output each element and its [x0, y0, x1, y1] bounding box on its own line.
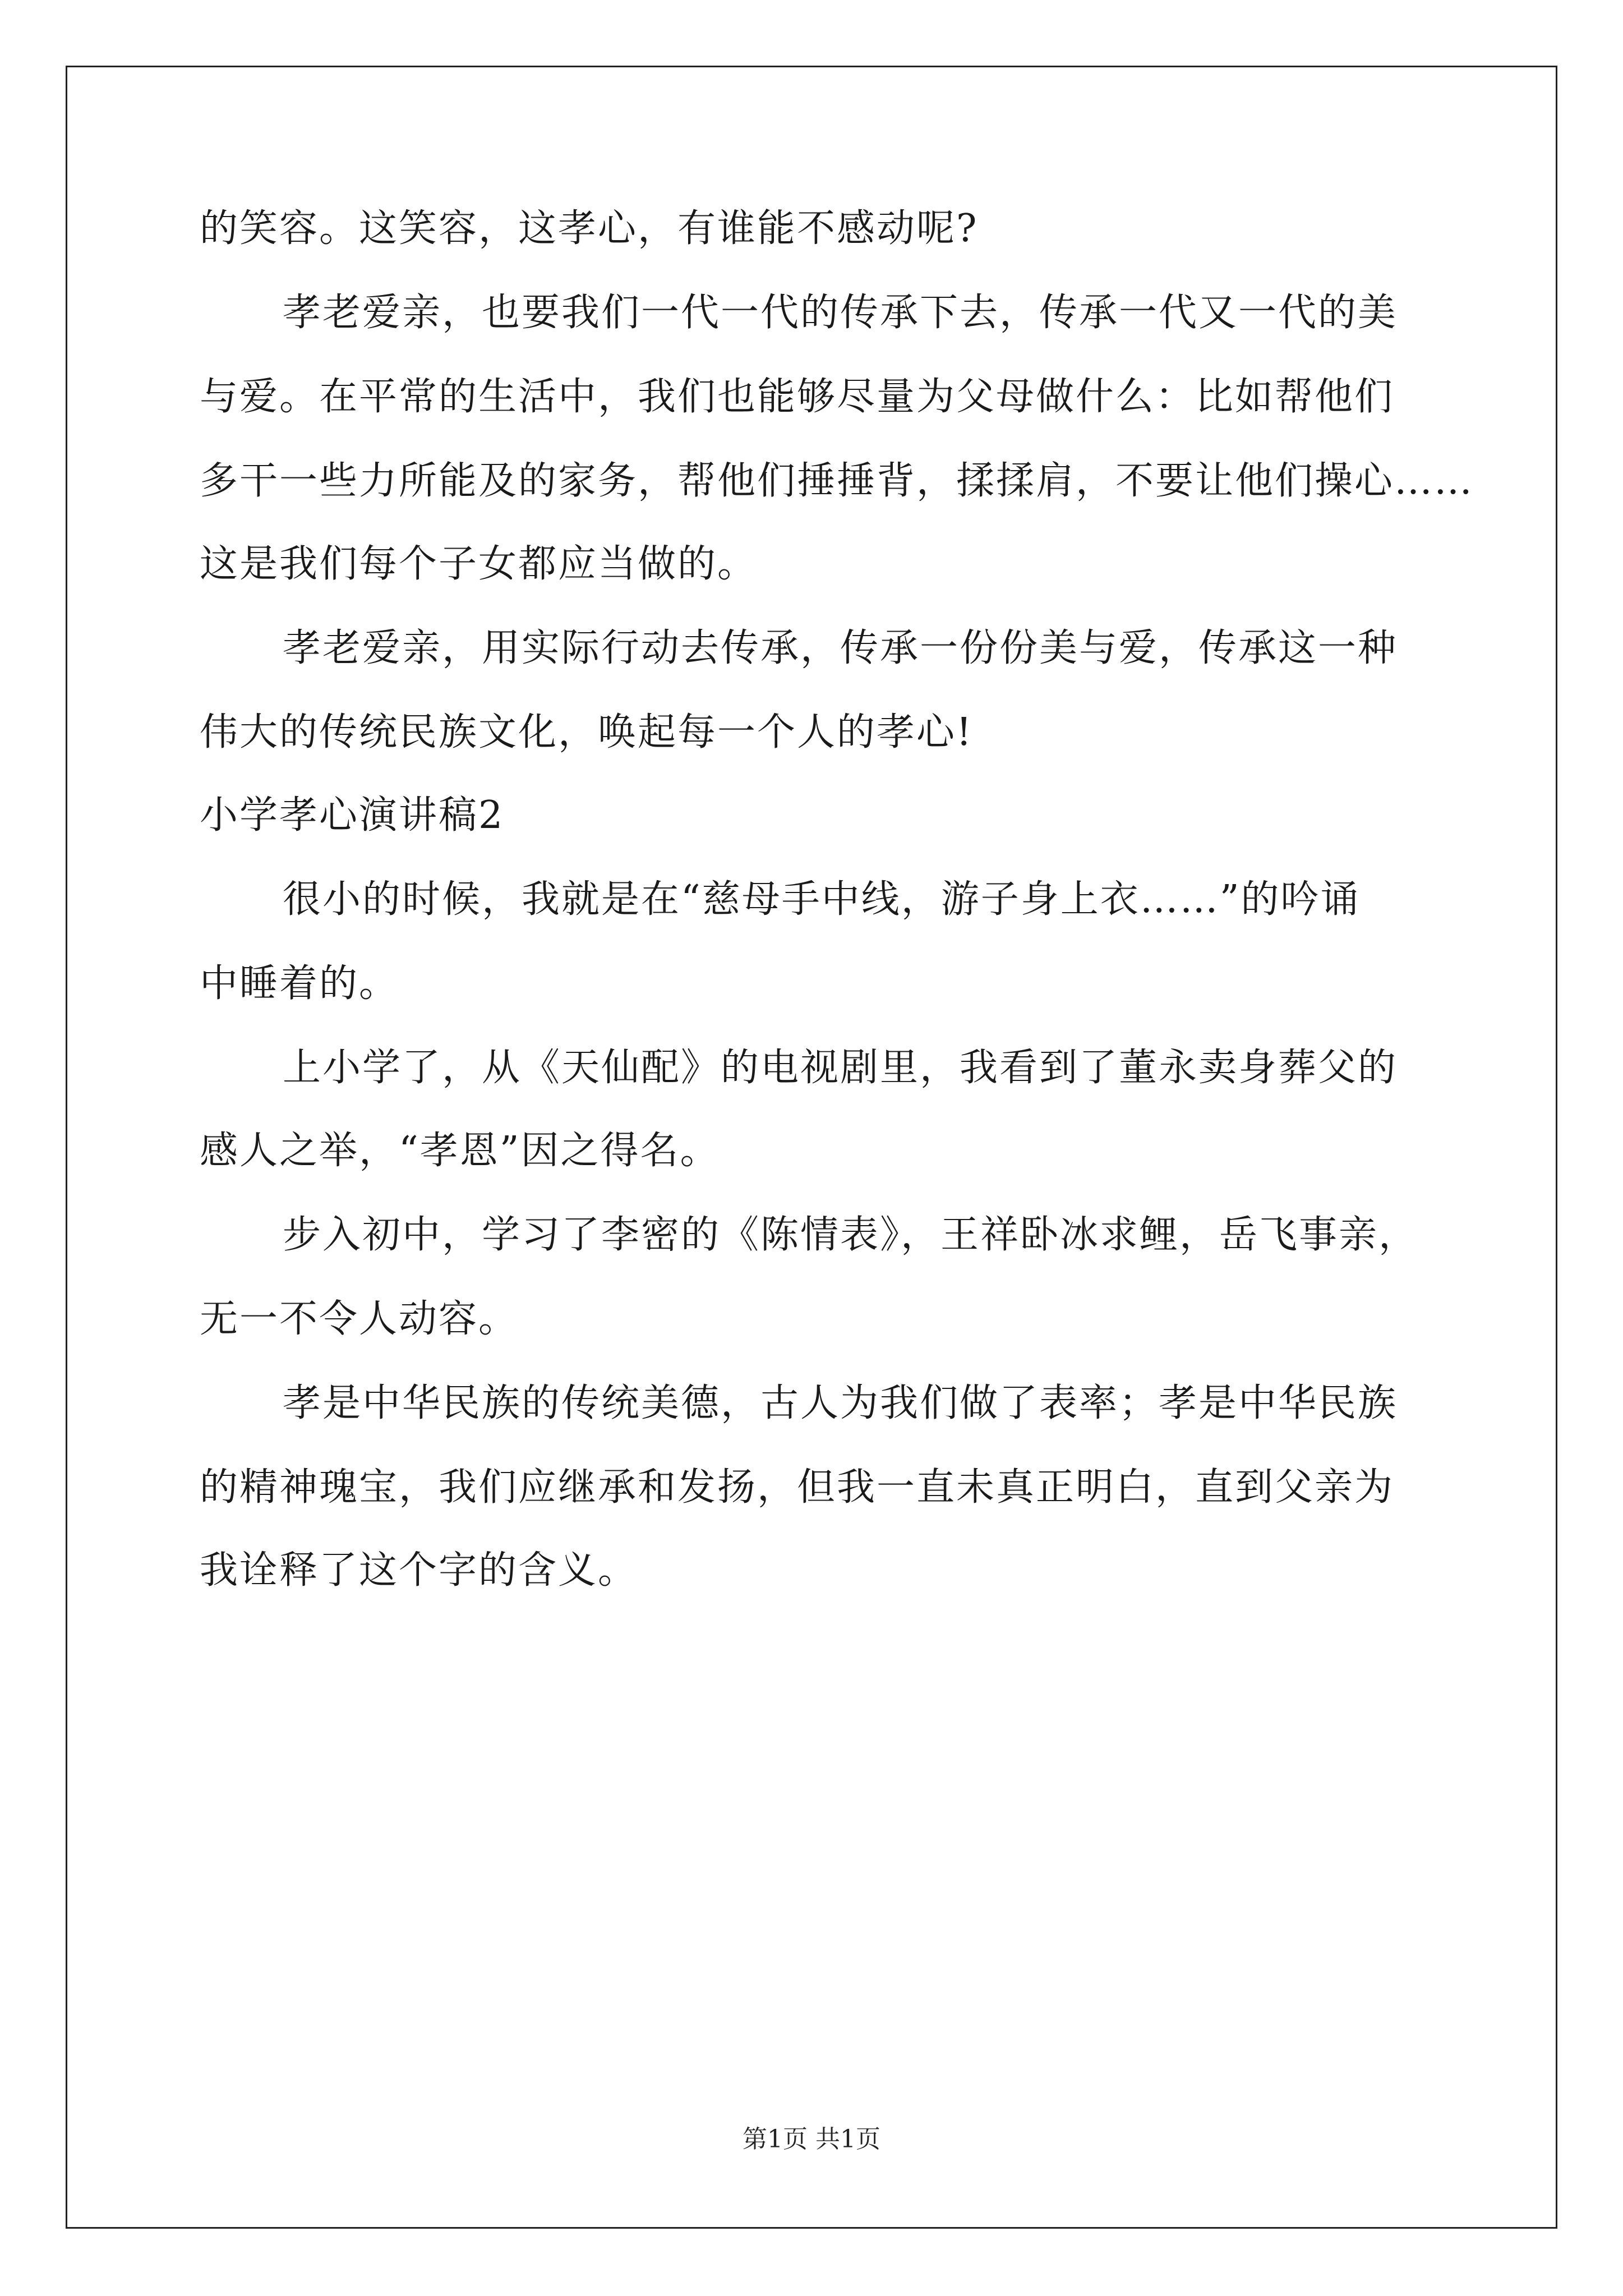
- paragraph-line: 上小学了，从《天仙配》的电视剧里，我看到了董永卖身葬父的: [283, 1046, 1398, 1090]
- paragraph-line: 孝是中华民族的传统美德，古人为我们做了表率；孝是中华民族: [283, 1381, 1398, 1425]
- paragraph-line: 感人之举，“孝恩”因之得名。: [200, 1129, 720, 1173]
- section-heading: 小学孝心演讲稿2: [200, 793, 505, 838]
- paragraph-line: 多干一些力所能及的家务，帮他们捶捶背，揉揉肩，不要让他们操心……: [200, 459, 1474, 503]
- paragraph-line: 中睡着的。: [200, 961, 399, 1006]
- paragraph-line: 很小的时候，我就是在“慈母手中线，游子身上衣……”的吟诵: [283, 877, 1361, 922]
- paragraph-line: 与爱。在平常的生活中，我们也能够尽量为父母做什么：比如帮他们: [200, 375, 1395, 419]
- paragraph-line: 孝老爱亲，用实际行动去传承，传承一份份美与爱，传承这一种: [283, 626, 1398, 670]
- paragraph-line: 这是我们每个子女都应当做的。: [200, 542, 758, 586]
- paragraph-line: 的笑容。这笑容，这孝心，有谁能不感动呢?: [200, 206, 979, 251]
- paragraph-line: 我诠释了这个字的含义。: [200, 1548, 638, 1593]
- page-footer: 第1页 共1页: [743, 2125, 880, 2154]
- paragraph-line: 伟大的传统民族文化，唤起每一个人的孝心!: [200, 710, 974, 754]
- paragraph-line: 的精神瑰宝，我们应继承和发扬，但我一直未真正明白，直到父亲为: [200, 1465, 1395, 1510]
- paragraph-line: 无一不令人动容。: [200, 1297, 519, 1341]
- paragraph-line: 步入初中，学习了李密的《陈情表》，王祥卧冰求鲤，岳飞事亲，: [283, 1213, 1419, 1257]
- paragraph-line: 孝老爱亲，也要我们一代一代的传承下去，传承一代又一代的美: [283, 291, 1398, 335]
